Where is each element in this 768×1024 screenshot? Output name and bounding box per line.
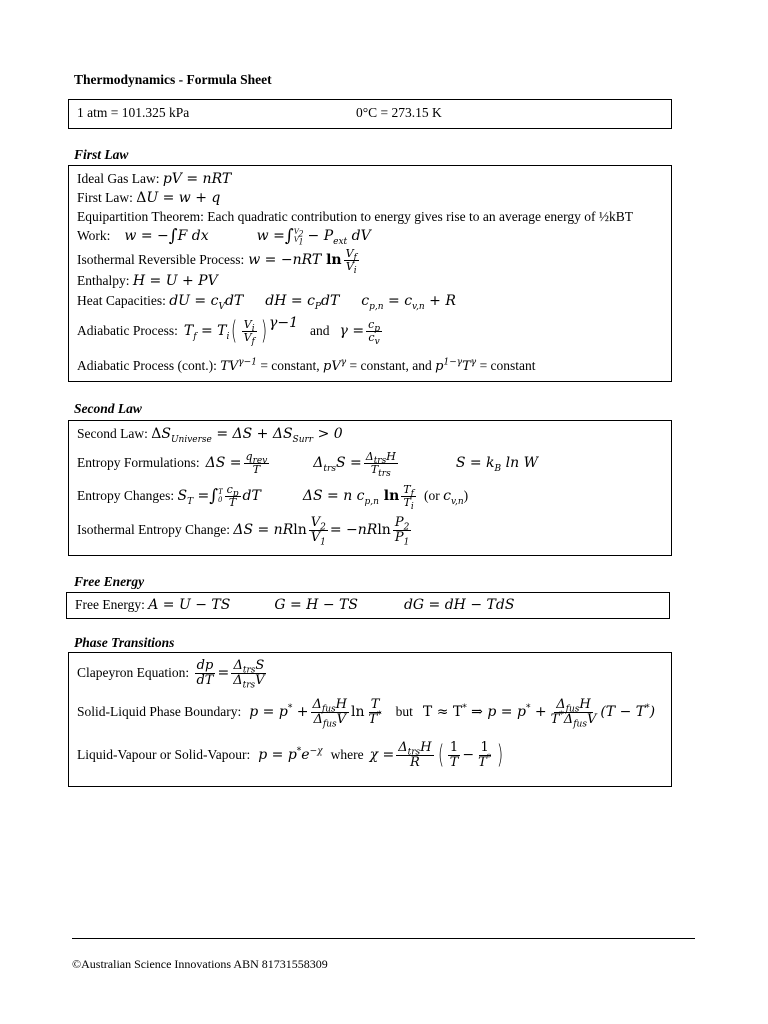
free-energy-box (66, 592, 670, 619)
entropy-changes: Entropy Changes: $S_T$ = ∫ T 0 $\frac{c_p}{T}$ dT ΔS = n $c_{p,n}$ ln $\frac{T_f}{T_i}$ (or $c_{v,n}$ ) (77, 483, 469, 512)
entropy-formulations: Entropy Formulations: ΔS = $\frac{q_{rev}}{T}$ $\Delta_{trs}S$ = $\frac{\Delta_{trs}H}{T_{trs}}$ $S = k_B$ ln W (77, 450, 538, 479)
zero-celsius-constant: 0°C = 273.15 K (356, 105, 442, 120)
ideal-gas-law: Ideal Gas Law: pV = nRT (77, 171, 232, 187)
enthalpy-equation: Enthalpy: H = U + PV (77, 273, 218, 289)
free-energy-heading: Free Energy (74, 574, 145, 589)
adiabatic-process-cont: Adiabatic Process (cont.): $TV^{\gamma-1}$ = constant, $pV^\gamma$ = constant, and $p^{1-\gamma}T^\gamma$ = constant (77, 357, 536, 374)
first-law-heading: First Law (74, 147, 129, 162)
footer-copyright: ©Australian Science Innovations ABN 81731558309 (72, 957, 328, 971)
clapeyron-equation: Clapeyron Equation: $\frac{dp}{dT}$ = $\frac{\Delta_{trs}S}{\Delta_{trs}V}$ (77, 658, 265, 691)
free-energy-equations: Free Energy: A = U − TS G = H − TS dG = dH − TdS (75, 597, 515, 613)
equipartition-theorem: Equipartition Theorem: Each quadratic contribution to energy gives rise to an average energy of ½kBT (77, 209, 633, 224)
first-law-box (68, 165, 672, 382)
constants-box (68, 99, 672, 129)
footer-divider (72, 938, 695, 939)
solid-liquid-boundary: Solid-Liquid Phase Boundary: p = p* + $\frac{\Delta_{fus}H}{\Delta_{fus}V}$ ln $\frac{T}{T^*}$ but T ≈ T* ⇒ p = p* + $\frac{\Delta_{fus}H}{T^*\Delta_{fus}V}$ (T − T*) (77, 697, 656, 730)
phase-transitions-heading: Phase Transitions (74, 635, 175, 650)
page-title: Thermodynamics - Formula Sheet (74, 72, 272, 87)
second-law-equation: Second Law: Δ $S_{Universe}$ = $\Delta S + \Delta S_{Surr} > 0$ (77, 426, 343, 445)
first-law-equation: First Law: Δ U = w + q (77, 190, 221, 206)
adiabatic-process: Adiabatic Process: $T_f = T_i$ ( $\frac{V_i}{V_f}$ ) $^{\gamma-1}$ and γ = $\frac{c_p}{c_v}$ (77, 315, 381, 347)
phase-transitions-box (68, 652, 672, 787)
second-law-heading: Second Law (74, 401, 142, 416)
heat-capacities: Heat Capacities: dU = $c_VdT$ dH = $c_PdT$ $c_{p,n} = c_{v,n} + R$ (77, 293, 456, 312)
second-law-box (68, 420, 672, 556)
isothermal-reversible: Isothermal Reversible Process: w = −nRT ln $\frac{V_f}{V_i}$ (77, 247, 357, 276)
work-equation: Work: w = − ∫ F dx w = ∫ $V_2$ $V_1$ − $P_{ext}$ dV (77, 226, 371, 247)
isothermal-entropy-change: Isothermal Entropy Change: ΔS = nR ln $\frac{V_2}{V_1}$ = −nR ln $\frac{P_2}{P_1}$ (77, 515, 410, 548)
liquid-vapour: Liquid-Vapour or Solid-Vapour: $p = p^*e^{-\chi}$ where χ = $\frac{\Delta_{trs}H}{R}$ ( $\frac{1}{T}$ − $\frac{1}{T^*}$ ) (77, 740, 504, 771)
atm-constant: 1 atm = 101.325 kPa (77, 105, 190, 120)
